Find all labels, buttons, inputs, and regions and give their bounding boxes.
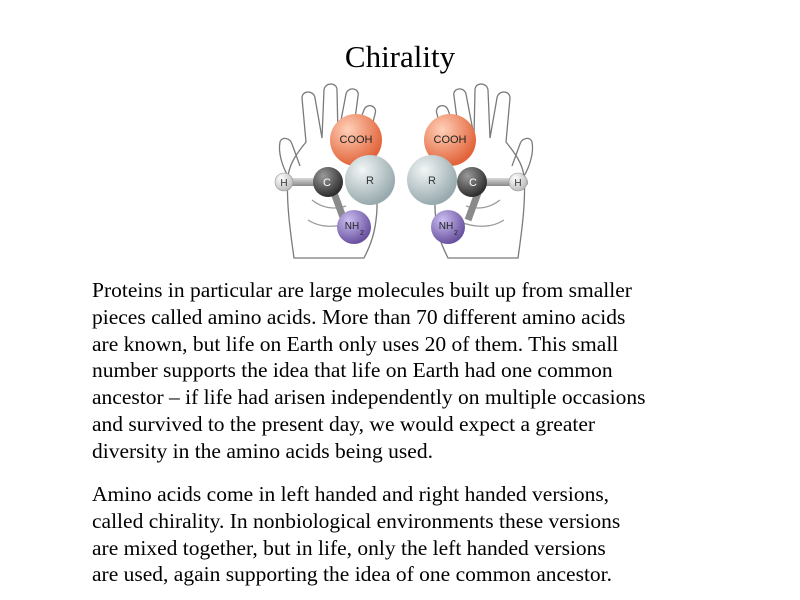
paragraph-chirality (92, 481, 732, 588)
paragraph-proteins (92, 277, 732, 465)
paragraph-line: called chirality. In nonbiological environments these versions (92, 508, 621, 533)
left-cooh-label: COOH (339, 134, 373, 146)
right-cooh-label: COOH (433, 134, 467, 146)
paragraph-line: are mixed together, but in life, only the left handed versions (92, 535, 606, 560)
left-nh-subscript: 2 (360, 230, 364, 237)
slide-title: Chirality (344, 39, 456, 74)
paragraph-line: Amino acids come in left handed and right handed versions, (92, 482, 610, 506)
hands-molecules-svg (272, 80, 540, 262)
left-nh-label: NH (344, 221, 360, 232)
paragraph-line: are used, again supporting the idea of one common ancestor. (92, 562, 613, 587)
right-h-label: H (514, 178, 522, 189)
right-c-label: C (469, 177, 477, 189)
left-c-label: C (323, 177, 331, 189)
paragraph-line: Proteins in particular are large molecules built up from smaller (92, 278, 632, 302)
paragraph-line: ancestor – if life had arisen independently on multiple occasions (92, 385, 646, 410)
paragraph-line: pieces called amino acids. More than 70 different amino acids (92, 304, 626, 329)
paragraph-line: are known, but life on Earth only uses 20 of them. This small (92, 331, 619, 356)
paragraph-line: number supports the idea that life on Earth had one common (92, 358, 613, 383)
left-r-label: R (366, 175, 374, 187)
right-r-label: R (428, 175, 436, 187)
right-nh-subscript: 2 (454, 230, 458, 237)
right-nh-label: NH (438, 221, 454, 232)
left-h-label: H (280, 178, 288, 189)
chirality-hands-illustration (272, 80, 540, 262)
paragraph-line: and survived to the present day, we would expect a greater (92, 411, 596, 436)
paragraph-line: diversity in the amino acids being used. (92, 438, 433, 463)
